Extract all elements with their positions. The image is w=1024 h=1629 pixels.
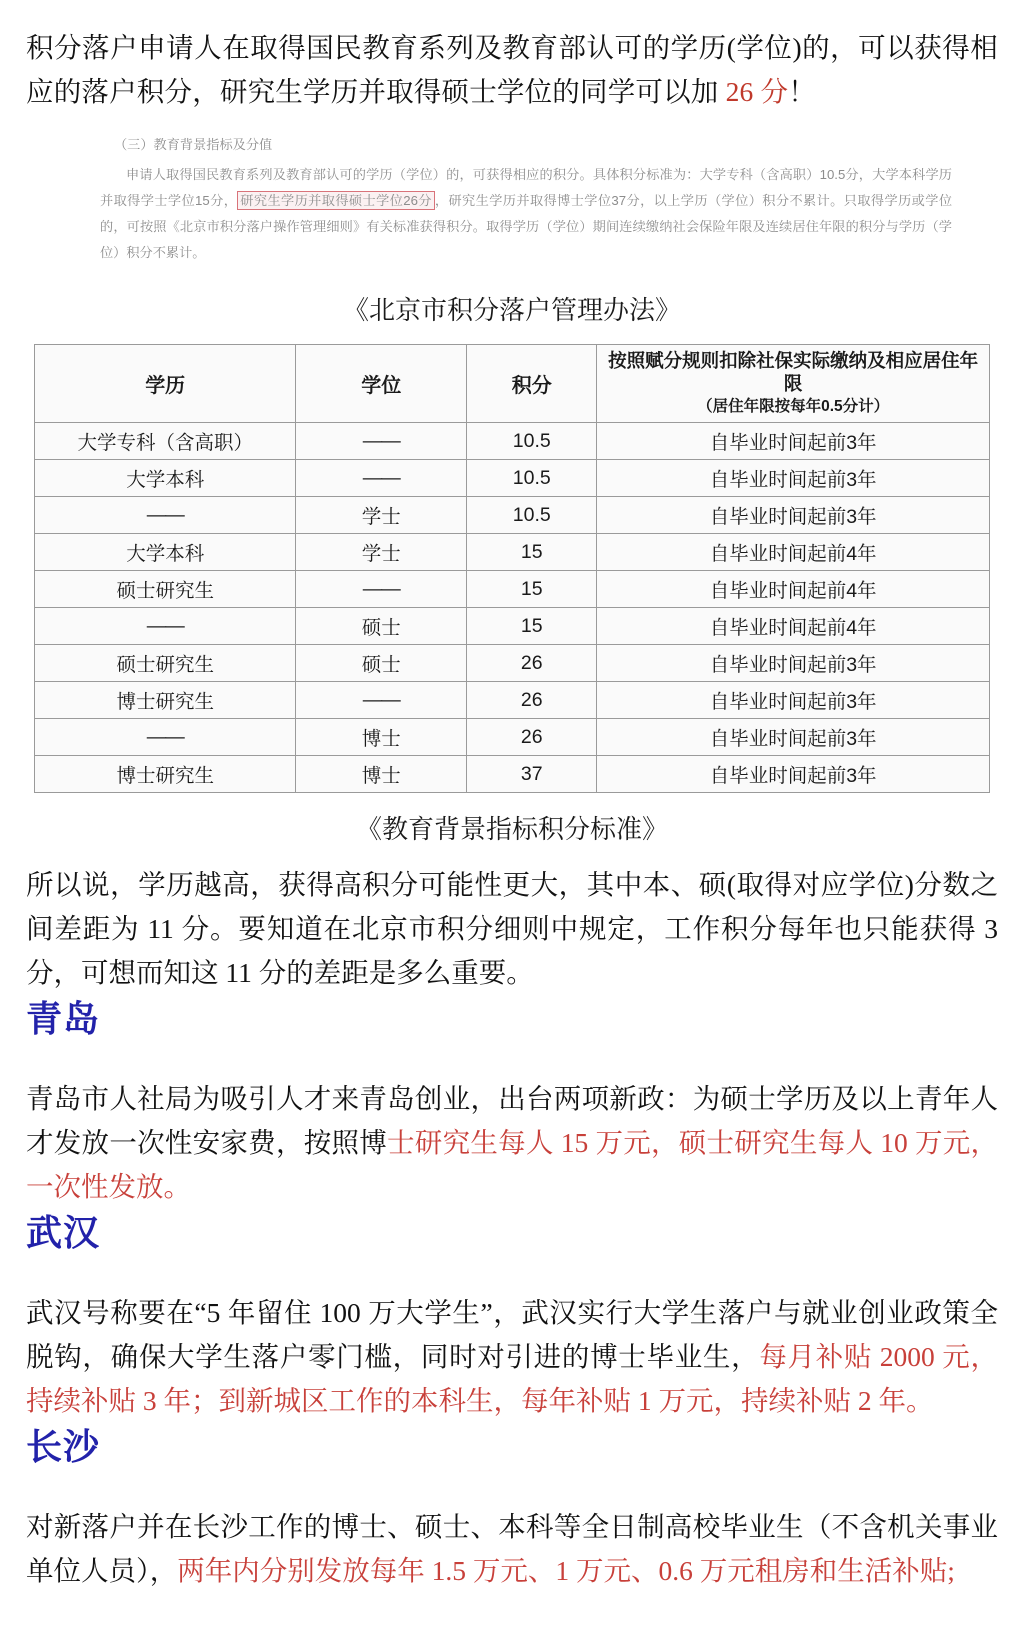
cell-deduction: 自毕业时间起前4年 [597,534,990,571]
section-heading-wuhan: 武汉 [26,1212,101,1253]
cell-education: 大学本科 [35,460,296,497]
section-heading-qingdao: 青岛 [26,998,101,1039]
section-paragraph-wuhan [0,1291,1024,1423]
header-deduction-main: 按照赋分规则扣除社保实际缴纳及相应居住年限 [608,350,979,394]
excerpt-highlight-box: 研究生学历并取得硕士学位26分 [237,191,435,210]
cell-deduction: 自毕业时间起前4年 [597,571,990,608]
intro-text-before: 积分落户申请人在取得国民教育系列及教育部认可的学历(学位)的，可以获得相应的落户积分，研究生学历并取得硕士学位的同学可以加 [26,32,998,107]
cell-deduction: 自毕业时间起前3年 [597,497,990,534]
table-body [35,423,990,793]
cell-education: —— [35,497,296,534]
changsha-text-black: 对新落户并在长沙工作的博士、硕士、本科等全日制高校毕业生（不含机关事业单位人员）， [26,1511,998,1586]
cell-education: 博士研究生 [35,756,296,793]
cell-education: 硕士研究生 [35,645,296,682]
intro-paragraph [0,0,1024,114]
excerpt-body [100,162,952,266]
cell-points: 26 [467,645,597,682]
table-row [35,719,990,756]
cell-points: 26 [467,682,597,719]
cell-education: —— [35,608,296,645]
cell-deduction: 自毕业时间起前3年 [597,645,990,682]
cell-points: 37 [467,756,597,793]
cell-degree: 博士 [296,719,467,756]
cell-degree: —— [296,571,467,608]
excerpt-heading: （三）教育背景指标及分值 [114,137,273,152]
cell-degree: 学士 [296,534,467,571]
cell-deduction: 自毕业时间起前4年 [597,608,990,645]
table-row [35,460,990,497]
section-heading-changsha: 长沙 [26,1426,101,1467]
table-row [35,645,990,682]
intro-highlight-points: 26 分 [725,76,789,107]
cell-education: 博士研究生 [35,682,296,719]
cell-deduction: 自毕业时间起前3年 [597,460,990,497]
points-table-wrapper [0,344,1024,793]
cell-degree: —— [296,423,467,460]
cell-degree: 博士 [296,756,467,793]
cell-points: 10.5 [467,497,597,534]
cell-points: 15 [467,534,597,571]
summary-paragraph: 所以说，学历越高，获得高积分可能性更大，其中本、硕(取得对应学位)分数之间差距为 11 分。要知道在北京市积分细则中规定，工作积分每年也只能获得 3 分，可想而知这 11 分的差距是多么重要。 [26,869,998,988]
excerpt-part-1: 申请人取得国民教育系列及教育部认可的学历（学位）的，可获得相应的积分。具体积分标准为：大学专科（含高职）10.5分，大学本科学历并取得学士学位15分， [100,167,952,208]
table-row [35,608,990,645]
cell-deduction: 自毕业时间起前3年 [597,423,990,460]
cell-points: 15 [467,571,597,608]
cell-degree: —— [296,460,467,497]
table-row [35,534,990,571]
table-caption: 《教育背景指标积分标准》 [355,815,668,844]
header-education: 学历 [35,345,296,423]
cell-deduction: 自毕业时间起前3年 [597,756,990,793]
table-head [35,345,990,423]
cell-education: —— [35,719,296,756]
cell-deduction: 自毕业时间起前3年 [597,682,990,719]
section-paragraph-changsha [0,1505,1024,1593]
qingdao-text-black: 青岛市人社局为吸引人才来青岛创业，出台两项新政：为硕士学历及以上青年人才发放一次性安家费，按照博 [26,1083,998,1158]
cell-degree: 硕士 [296,608,467,645]
cell-deduction: 自毕业时间起前3年 [597,719,990,756]
table-title: 《北京市积分落户管理办法》 [342,296,681,325]
header-points: 积分 [467,345,597,423]
cell-points: 10.5 [467,423,597,460]
cell-education: 大学专科（含高职） [35,423,296,460]
wuhan-text-black: 武汉号称要在“5 年留住 100 万大学生”，武汉实行大学生落户与就业创业政策全脱钩，确保大学生落户零门槛，同时对引进的博士毕业生， [26,1297,998,1372]
header-deduction [597,345,990,423]
excerpt-part-2: ，研究生学历并取得博士学位37分，以上学历（学位）积分不累计。只取得学历或学位的，可按照《北京市积分落户操作管理细则》有关标准获得积分。取得学历（学位）期间连续缴纳社会保险年限及连续居住年限的积分与学历（学位）积分不累计。 [100,193,953,260]
changsha-text-red: 两年内分别发放每年 1.5 万元、1 万元、0.6 万元租房和生活补贴; [177,1555,955,1586]
table-row [35,756,990,793]
cell-degree: 硕士 [296,645,467,682]
intro-text-after: ！ [788,76,816,107]
cell-education: 硕士研究生 [35,571,296,608]
cell-degree: 学士 [296,497,467,534]
table-row [35,423,990,460]
wuhan-text-red: 每月补贴 2000 元，持续补贴 3 年；到新城区工作的本科生，每年补贴 1 万元，持续补贴 2 年。 [26,1341,999,1416]
table-row [35,497,990,534]
regulation-excerpt [0,132,1024,266]
education-points-table [34,344,990,793]
cell-points: 15 [467,608,597,645]
header-degree: 学位 [296,345,467,423]
table-row [35,682,990,719]
table-header-row [35,345,990,423]
table-row [35,571,990,608]
header-deduction-sub: （居住年限按每年0.5分计） [697,398,890,415]
qingdao-text-red: 士研究生每人 15 万元，硕士研究生每人 10 万元，一次性发放。 [26,1127,999,1202]
section-paragraph-qingdao [0,1077,1024,1209]
cell-points: 26 [467,719,597,756]
cell-points: 10.5 [467,460,597,497]
cell-education: 大学本科 [35,534,296,571]
cell-degree: —— [296,682,467,719]
